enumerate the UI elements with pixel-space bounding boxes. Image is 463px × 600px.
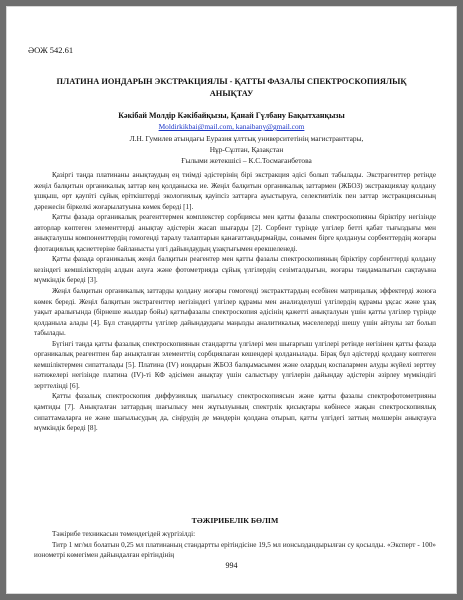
paragraph: Қатты фазада органикалық реагенттермен комплекстер сорбциясы мен қатты фазалы спектроскопияны біріктіру негізінде авторлар көптеген элементтерді анықтау әдістерін жасап шығарды [2]. Сорбент түрінде үлгілер бетті қабат тығыздығы мен анықталушы компоненттердің гомогенді таралу талаптарын қанағаттандырмайды, сонымен бірге қолдануы сорбенттердің жоғары флотациялық қасиеттеріне байланысты үлгі дайындаудың ұзақтығымен ерекшеленеді.	[34, 213, 436, 253]
affiliation-location: Нұр-Сұлтан, Қазақстан	[209, 145, 284, 154]
authors: Кәкібай Молдір Кәкібайқызы, Қанай Гүлбану Бақытханқызы	[118, 111, 345, 120]
document-page	[6, 6, 457, 594]
experimental-text	[34, 529, 436, 561]
paragraph: Қатты фазада органикалық жеңіл балқитын реагентер мен қатты фазалы спектроскопияның біріктіру сорбенттерді қолдану кезіндегі кемшіліктердің алдын алуға және фотометрияда сұйық үлгілердің сезімталдығын, жоғары таңдамалығын сақтауына мүмкіндік береді [3].	[34, 255, 436, 285]
paragraph: Тәжірибе техникасын төмендегідей жүргізілді:	[52, 530, 196, 538]
paragraph: Қатты фазалық спектроскопия диффузиялық шағылысу спектроскопиясын және қатты фазалы спектрофотометрияны қамтиды [7]. Анықталған заттардың шағылысу мен жұтылуының спектрлік қисықтары көбінесе жақын спектроскопиялық сипаттамаларға не және шағылысудың да, сіңірудің де мәндерін қолдана отырып, қатты үлгідегі заттың мөлшерін анықтауға мүмкіндік береді [8].	[34, 392, 436, 433]
paper-title: ПЛАТИНА ИОНДАРЫН ЭКСТРАКЦИЯЛЫ - ҚАТТЫ ФАЗАЛЫ СПЕКТРОСКОПИЯЛЫҚ АНЫҚТАУ	[56, 77, 407, 98]
udc-code: ӘОЖ 542.61	[28, 45, 74, 55]
affiliation-block	[77, 133, 416, 166]
paragraph: Бүгінгі таңда қатты фазалық спектроскопиянын стандартты үлгілері мен шығарғыш үлгілері ретінде негізінен қатты фазада органикалық реагентпен бар анықталған элементтің сорбциялаған кешендері қолданылады. Бірақ бұл әдістерді қолдану көптеген кемшіліктермен сипатталады [5]. Платина (IV) иондарын ЖБОЗ балқымасымен және олардың коспалармен алуды жүйелі зерттеу нәтижелері негізінде платина (IV)-ті КФ әдісімен анықтау үшін салыстыру үлгілерін дайындау әдістерін әзірлеу мүмкіндігі зерттелінді [6].	[34, 339, 436, 390]
paragraph: Қазіргі таңда платинаны анықтаудың ең тиімді әдістерінің бірі экстракция әдісі болып табылады. Экстрагенттер ретінде жеңіл балқитын органикалық заттар кең қолданыска ие. Жеңіл балқитын органикалық заттармен (ЖБОЗ) экстракциялау қолдану ұшқыш, өрт қаупіті сұйық еріткіштерді экологиялық қауіпсіз заттарға ауыстыруға, селективтілік пен заттар экстракциясының дәрежесін біркелкі жоғарылатуына көмек береді [1].	[34, 171, 436, 211]
body-text	[34, 170, 436, 434]
affiliation-line: Л.Н. Гумилев атындағы Еуразия ұлттық университетінің магистранттары,	[129, 134, 364, 143]
paragraph: Титр 1 мг/мл болатын 0,25 мл платинаның стандартты ерітіндісіне 19,5 мл ионсыздандырылған су қосылды. «Эксперт - 100» ионометрі көмегімен дайындалған ерітіндінің	[34, 540, 436, 560]
supervisor-line: Ғылыми жетекшісі – К.С.Тосмағанбетова	[181, 156, 312, 165]
page-number: 994	[225, 561, 238, 570]
paragraph: Жеңіл балқитын органикалық заттарды қолдану жоғары гомогенді экстракттардың есебінен матрицалық эффектерді жоюға көмек береді. Жеңіл балқитын экстрагенттер негізіндегі үлгілер құрамы мен анализделуші үлгілердің құрамы ұқсас және ұзақ уақыт аралығында (бірнеше жылдар бойы) қаттыфазалы спектроскопия әдісінің қажетті анықталуын үшін қатты үлгілер түрінде қолданыла алады [4]. Бұл стандартты үлгілер дайындаудағы маңызды аналитикалық мәселелерді шешу үшін айтулы зат болып табылады.	[34, 287, 436, 338]
experimental-heading: ТӘЖІРИБЕЛІК БӨЛІМ	[191, 516, 279, 525]
author-emails[interactable]: Moldirkikbai@mail.com, kanaibany@gmail.com	[158, 122, 305, 131]
